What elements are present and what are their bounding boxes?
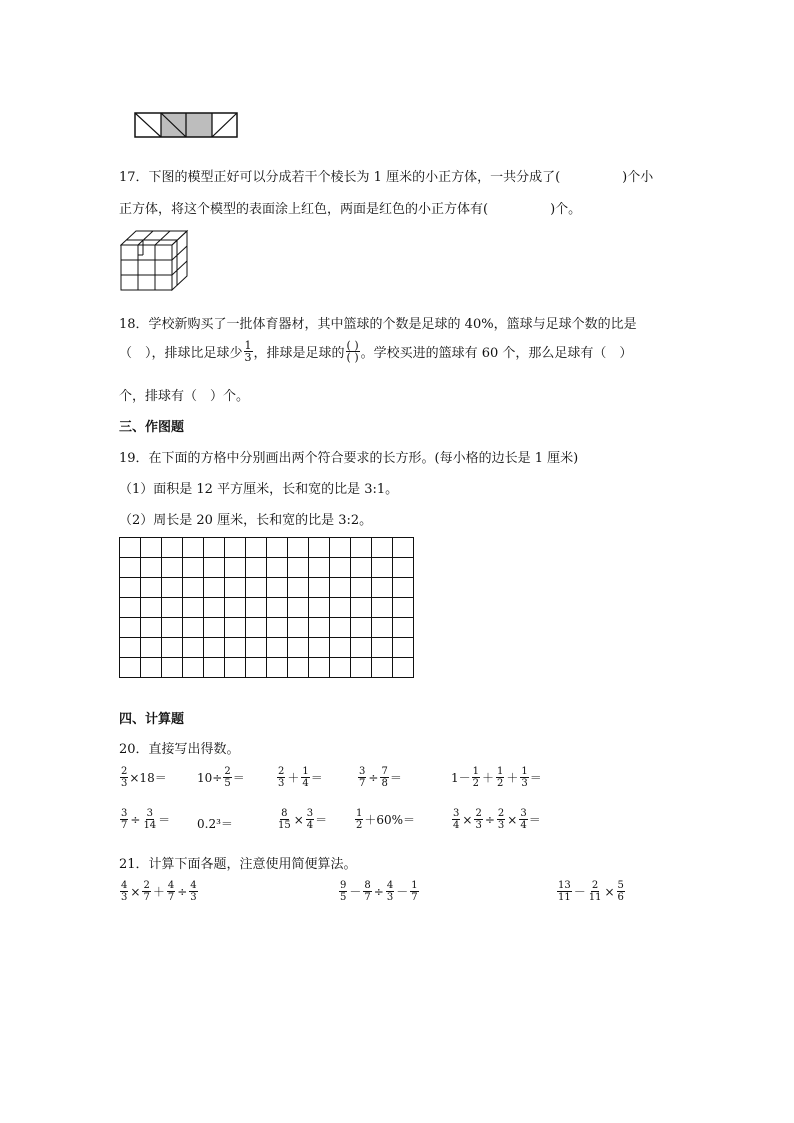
grid-cell[interactable] [309, 598, 330, 618]
grid-row [120, 618, 414, 638]
grid-cell[interactable] [246, 538, 267, 558]
grid-cell[interactable] [204, 538, 225, 558]
grid-cell[interactable] [393, 558, 414, 578]
grid-cell[interactable] [372, 598, 393, 618]
grid-cell[interactable] [225, 638, 246, 658]
q20-r2-e5: $\frac{3}{4}$ × $\frac{2}{3}$ ÷ $\frac{2}{3}$ × $\frac{3}{4}$ ＝ [453, 808, 541, 831]
grid-cell[interactable] [162, 638, 183, 658]
grid-cell[interactable] [288, 558, 309, 578]
grid-cell[interactable] [267, 598, 288, 618]
section4-title: 四、计算题 [119, 712, 185, 727]
q18-line3: 个，排球有（ ）个。 [119, 389, 250, 404]
grid-cell[interactable] [162, 558, 183, 578]
grid-cell[interactable] [393, 578, 414, 598]
grid-cell[interactable] [309, 638, 330, 658]
cube-model-figure [120, 229, 190, 293]
grid-cell[interactable] [351, 658, 372, 678]
q20-r2-e4: $\frac{1}{2}$ ＋60%＝ [356, 808, 416, 831]
grid-cell[interactable] [225, 578, 246, 598]
q20-r2-e2: 0.2³＝ [197, 817, 233, 831]
grid-row [120, 638, 414, 658]
drawing-grid[interactable] [119, 537, 414, 678]
grid-cell[interactable] [246, 558, 267, 578]
grid-cell[interactable] [267, 538, 288, 558]
grid-cell[interactable] [309, 618, 330, 638]
grid-cell[interactable] [393, 538, 414, 558]
grid-cell[interactable] [141, 558, 162, 578]
grid-row [120, 658, 414, 678]
grid-cell[interactable] [351, 638, 372, 658]
grid-cell[interactable] [183, 658, 204, 678]
q19-item2: （2）周长是 20 厘米，长和宽的比是 3:2。 [119, 513, 373, 528]
grid-cell[interactable] [141, 638, 162, 658]
grid-cell[interactable] [204, 638, 225, 658]
grid-cell[interactable] [225, 558, 246, 578]
grid-cell[interactable] [162, 598, 183, 618]
grid-cell[interactable] [120, 558, 141, 578]
grid-cell[interactable] [246, 618, 267, 638]
grid-cell[interactable] [288, 538, 309, 558]
grid-cell[interactable] [141, 618, 162, 638]
strip-figure [134, 112, 238, 138]
grid-cell[interactable] [372, 658, 393, 678]
grid-cell[interactable] [267, 578, 288, 598]
grid-cell[interactable] [330, 638, 351, 658]
grid-cell[interactable] [204, 558, 225, 578]
grid-cell[interactable] [120, 618, 141, 638]
grid-cell[interactable] [183, 558, 204, 578]
grid-cell[interactable] [393, 618, 414, 638]
grid-cell[interactable] [141, 658, 162, 678]
grid-cell[interactable] [162, 618, 183, 638]
grid-cell[interactable] [372, 538, 393, 558]
grid-cell[interactable] [288, 658, 309, 678]
q20-r2-e1: $\frac{3}{7}$ ÷ $\frac{3}{14}$ ＝ [121, 808, 171, 831]
grid-cell[interactable] [330, 558, 351, 578]
q19-line1: 19．在下面的方格中分别画出两个符合要求的长方形。(每小格的边长是 1 厘米) [119, 451, 579, 466]
grid-cell[interactable] [246, 598, 267, 618]
q18-line2: （ ），排球比足球少 $\frac{1}{3}$ ，排球是足球的 $\frac{( )}{( )}$ 。学校买进的篮球有 60 个，那么足球有（ ） [119, 339, 633, 364]
grid-row [120, 578, 414, 598]
grid-cell[interactable] [372, 578, 393, 598]
grid-cell[interactable] [225, 618, 246, 638]
grid-cell[interactable] [309, 538, 330, 558]
grid-cell[interactable] [330, 538, 351, 558]
q21-problem3: $\frac{13}{11}$ － $\frac{2}{11}$ × $\frac{5}{6}$ [558, 880, 624, 903]
q20-r1-e5: 1－ $\frac{1}{2}$ ＋ $\frac{1}{2}$ ＋ $\frac{1}{3}$ ＝ [451, 766, 542, 789]
grid-cell[interactable] [288, 598, 309, 618]
grid-cell[interactable] [351, 558, 372, 578]
grid-row [120, 558, 414, 578]
grid-cell[interactable] [204, 658, 225, 678]
q20-r1-e2: 10÷ $\frac{2}{5}$ ＝ [197, 766, 245, 789]
grid-cell[interactable] [183, 598, 204, 618]
q21-problem1: $\frac{4}{3}$ × $\frac{2}{7}$ ＋ $\frac{4}{7}$ ÷ $\frac{4}{3}$ [121, 880, 197, 903]
fraction-blank: $\frac{( )}{( )}$ [346, 339, 359, 364]
grid-cell[interactable] [141, 578, 162, 598]
grid-cell[interactable] [225, 658, 246, 678]
grid-cell[interactable] [288, 638, 309, 658]
grid-cell[interactable] [183, 638, 204, 658]
grid-cell[interactable] [309, 558, 330, 578]
grid-cell[interactable] [204, 578, 225, 598]
q17-line1: 17．下图的模型正好可以分成若干个棱长为 1 厘米的小正方体，一共分成了( )个小 [119, 170, 654, 185]
q20-r1-e1: $\frac{2}{3}$ ×18＝ [121, 766, 167, 789]
grid-cell[interactable] [246, 578, 267, 598]
grid-cell[interactable] [393, 638, 414, 658]
grid-cell[interactable] [372, 638, 393, 658]
q21-problem2: $\frac{9}{5}$ － $\frac{8}{7}$ ÷ $\frac{4}{3}$ － $\frac{1}{7}$ [340, 880, 418, 903]
grid-cell[interactable] [162, 538, 183, 558]
grid-cell[interactable] [351, 538, 372, 558]
grid-cell[interactable] [393, 658, 414, 678]
q18-line1: 18．学校新购买了一批体育器材，其中篮球的个数是足球的 40%，篮球与足球个数的比是 [119, 317, 637, 332]
fraction-one-third: $\frac{1}{3}$ [244, 339, 252, 364]
q21-title: 21．计算下面各题，注意使用简便算法。 [119, 857, 357, 872]
grid-cell[interactable] [162, 578, 183, 598]
grid-cell[interactable] [225, 538, 246, 558]
grid-cell[interactable] [267, 558, 288, 578]
grid-cell[interactable] [120, 598, 141, 618]
grid-cell[interactable] [183, 578, 204, 598]
grid-cell[interactable] [120, 638, 141, 658]
grid-cell[interactable] [330, 658, 351, 678]
grid-cell[interactable] [330, 578, 351, 598]
grid-cell[interactable] [372, 558, 393, 578]
grid-cell[interactable] [309, 658, 330, 678]
grid-cell[interactable] [183, 618, 204, 638]
grid-cell[interactable] [267, 658, 288, 678]
grid-cell[interactable] [246, 658, 267, 678]
q17-line2: 正方体，将这个模型的表面涂上红色，两面是红色的小正方体有( )个。 [119, 202, 582, 217]
grid-cell[interactable] [246, 638, 267, 658]
grid-cell[interactable] [225, 598, 246, 618]
grid-cell[interactable] [204, 598, 225, 618]
grid-cell[interactable] [393, 598, 414, 618]
section3-title: 三、作图题 [119, 420, 185, 435]
grid-cell[interactable] [141, 598, 162, 618]
q20-r2-e3: $\frac{8}{15}$ × $\frac{3}{4}$ ＝ [278, 808, 328, 831]
q20-r1-e3: $\frac{2}{3}$ ＋ $\frac{1}{4}$ ＝ [278, 766, 323, 789]
grid-cell[interactable] [330, 598, 351, 618]
grid-cell[interactable] [351, 578, 372, 598]
q20-title: 20．直接写出得数。 [119, 742, 240, 757]
grid-cell[interactable] [267, 638, 288, 658]
grid-cell[interactable] [162, 658, 183, 678]
grid-cell[interactable] [120, 578, 141, 598]
grid-cell[interactable] [267, 618, 288, 638]
grid-cell[interactable] [351, 598, 372, 618]
grid-row [120, 538, 414, 558]
grid-cell[interactable] [288, 618, 309, 638]
grid-cell[interactable] [141, 538, 162, 558]
grid-cell[interactable] [351, 618, 372, 638]
grid-row [120, 598, 414, 618]
grid-cell[interactable] [309, 578, 330, 598]
grid-cell[interactable] [120, 658, 141, 678]
grid-cell[interactable] [372, 618, 393, 638]
grid-cell[interactable] [330, 618, 351, 638]
grid-cell[interactable] [120, 538, 141, 558]
q19-item1: （1）面积是 12 平方厘米，长和宽的比是 3:1。 [119, 482, 399, 497]
q20-r1-e4: $\frac{3}{7}$ ÷ $\frac{7}{8}$ ＝ [359, 766, 402, 789]
grid-cell[interactable] [204, 618, 225, 638]
grid-cell[interactable] [288, 578, 309, 598]
grid-cell[interactable] [183, 538, 204, 558]
